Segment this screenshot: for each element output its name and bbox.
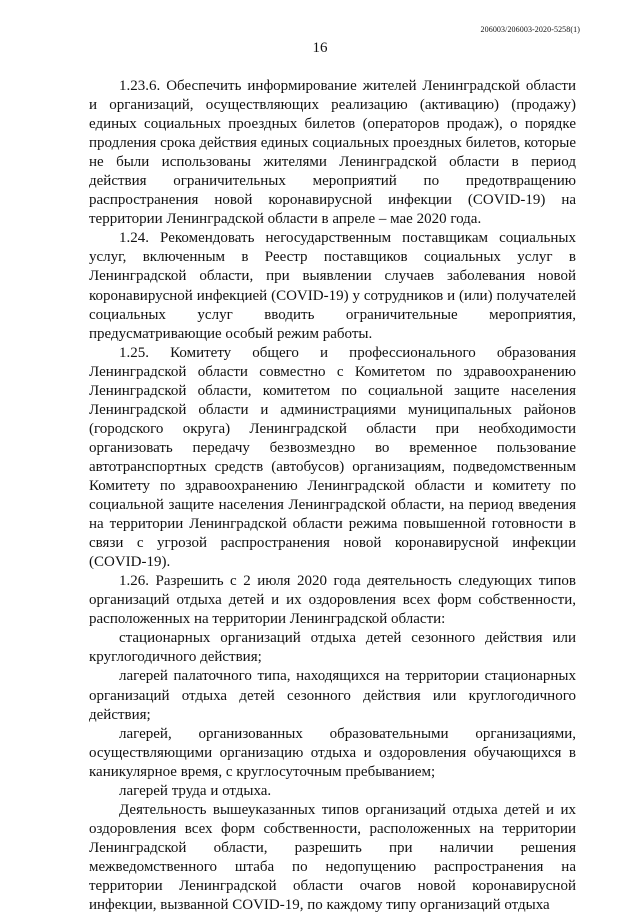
list-item-labor-camps: лагерей труда и отдыха. <box>119 782 272 799</box>
paragraph-activity-condition: Деятельность вышеуказанных типов организаций отдыха детей и их оздоровления всех форм собственности, расположенных на территории Ленинградской области, разрешить при наличии решения межведомственного штаба по недопущению распространения на территории Ленинградской области очагов новой коронавирусной инфекции, вызванной COVID-19, по каждому типу организаций отдыха <box>89 801 576 914</box>
paragraph-1-23-6: 1.23.6. Обеспечить информирование жителей Ленинградской области и организаций, осуществляющих реализацию (активацию) (продажу) единых социальных проездных билетов (операторов продаж), о порядке продления срока действия единых социальных проездных билетов, которые не были использованы жителями Ленинградской области в период действия ограничительных мероприятий по предотвращению распространения новой коронавирусной инфекции (COVID-19) на территории Ленинградской области в апреле – мае 2020 года. <box>89 78 576 228</box>
paragraph-1-24: 1.24. Рекомендовать негосударственным поставщикам социальных услуг, включенным в Реестр поставщиков социальных услуг в Ленинградской области, при выявлении случаев заболевания новой коронавирусной инфекцией (COVID-19) у сотрудников и (или) получателей социальных услуг вводить ограничительные мероприятия, предусматривающие особый режим работы. <box>89 230 576 342</box>
list-item-stationary-camps: стационарных организаций отдыха детей сезонного действия или круглогодичного действия; <box>89 630 576 666</box>
list-item-school-camps: лагерей, организованных образовательными организациями, осуществляющими организацию отдыха и оздоровления обучающихся в каникулярное время, с круглосуточным пребыванием; <box>89 725 576 780</box>
document-id: 206003/206003-2020-5258(1) <box>480 25 580 34</box>
list-item-tent-camps: лагерей палаточного типа, находящихся на территории стационарных организаций отдыха детей сезонного действия или круглогодичного действия; <box>89 668 576 723</box>
paragraph-1-25: 1.25. Комитету общего и профессионального образования Ленинградской области совместно с Комитетом по здравоохранению Ленинградской области, комитетом по социальной защите населения Ленинградской области и администрациями муниципальных районов (городского округа) Ленинградской области при необходимости организовать передачу безвозмездно во временное пользование автотранспортных средств (автобусов) организациям, подведомственным Комитету по здравоохранению Ленинградской области и комитету по социальной защите населения Ленинградской области, на период введения на территории Ленинградской области режима повышенной готовности в связи с угрозой распространения новой коронавирусной инфекции (COVID-19). <box>89 344 576 571</box>
page-number: 16 <box>312 40 328 56</box>
paragraph-1-26: 1.26. Разрешить с 2 июля 2020 года деятельность следующих типов организаций отдыха детей и их оздоровления всех форм собственности, расположенных на территории Ленинградской области: <box>89 573 576 628</box>
document-body <box>89 77 576 915</box>
